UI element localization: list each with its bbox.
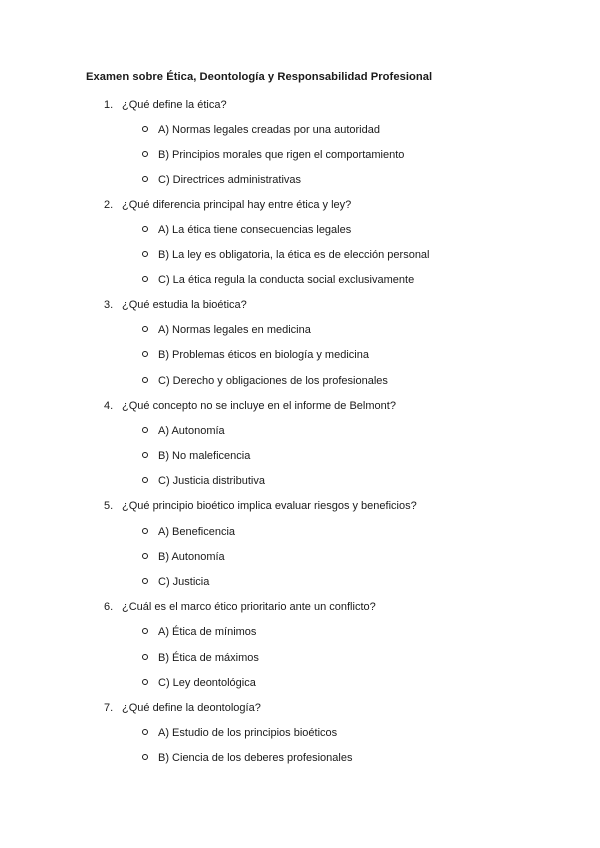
option-text: B) La ley es obligatoria, la ética es de elección personal	[158, 249, 430, 261]
document-title: Examen sobre Ética, Deontología y Responsabilidad Profesional	[86, 71, 433, 83]
option-text: C) Directrices administrativas	[158, 174, 302, 186]
question-text: ¿Qué estudia la bioética?	[122, 299, 247, 311]
question-6-option-b	[142, 651, 259, 665]
question-2-option-a	[142, 223, 351, 237]
option-text: C) Derecho y obligaciones de los profesionales	[158, 375, 388, 387]
question-3-option-b	[142, 348, 369, 362]
question-6-option-a	[142, 625, 256, 639]
option-text: A) Normas legales en medicina	[158, 324, 311, 336]
question-1-option-b	[142, 148, 404, 162]
circle-bullet-icon	[142, 654, 148, 660]
question-number: 7.	[104, 702, 114, 714]
option-text: C) Justicia distributiva	[158, 475, 265, 487]
question-1-option-a	[142, 123, 380, 137]
circle-bullet-icon	[142, 427, 148, 433]
question-4-option-c	[142, 474, 265, 488]
circle-bullet-icon	[142, 528, 148, 534]
question-1-option-c	[142, 173, 301, 187]
question-5-option-c	[142, 575, 209, 589]
option-text: A) La ética tiene consecuencias legales	[158, 224, 352, 236]
option-text: A) Autonomía	[158, 425, 225, 437]
option-text: B) Ética de máximos	[158, 652, 259, 664]
circle-bullet-icon	[142, 679, 148, 685]
question-1	[104, 98, 227, 112]
question-5-option-b	[142, 550, 225, 564]
option-text: A) Estudio de los principios bioéticos	[158, 727, 338, 739]
question-5-option-a	[142, 525, 235, 539]
question-number: 3.	[104, 299, 114, 311]
question-4	[104, 399, 396, 413]
option-text: A) Beneficencia	[158, 526, 236, 538]
option-text: B) No maleficencia	[158, 450, 251, 462]
question-text: ¿Qué define la ética?	[122, 99, 227, 111]
circle-bullet-icon	[142, 326, 148, 332]
question-4-option-b	[142, 449, 250, 463]
circle-bullet-icon	[142, 754, 148, 760]
circle-bullet-icon	[142, 477, 148, 483]
question-6	[104, 600, 376, 614]
option-text: C) Ley deontológica	[158, 677, 256, 689]
question-3-option-a	[142, 323, 311, 337]
question-3-option-c	[142, 374, 388, 388]
option-text: A) Ética de mínimos	[158, 626, 257, 638]
question-text: ¿Qué principio bioético implica evaluar riesgos y beneficios?	[122, 500, 417, 512]
circle-bullet-icon	[142, 578, 148, 584]
circle-bullet-icon	[142, 126, 148, 132]
option-text: B) Ciencia de los deberes profesionales	[158, 752, 353, 764]
question-number: 1.	[104, 99, 114, 111]
question-number: 5.	[104, 500, 114, 512]
question-number: 6.	[104, 601, 114, 613]
question-2	[104, 198, 351, 212]
circle-bullet-icon	[142, 729, 148, 735]
question-7-option-b	[142, 751, 352, 765]
circle-bullet-icon	[142, 176, 148, 182]
option-text: A) Normas legales creadas por una autoridad	[158, 124, 380, 136]
option-text: B) Principios morales que rigen el comportamiento	[158, 149, 405, 161]
circle-bullet-icon	[142, 351, 148, 357]
question-text: ¿Qué diferencia principal hay entre ética y ley?	[122, 199, 352, 211]
option-text: B) Problemas éticos en biología y medicina	[158, 349, 369, 361]
question-4-option-a	[142, 424, 225, 438]
question-text: ¿Qué concepto no se incluye en el informe de Belmont?	[122, 400, 396, 412]
question-5	[104, 499, 417, 513]
question-2-option-c	[142, 273, 414, 287]
circle-bullet-icon	[142, 251, 148, 257]
option-text: C) Justicia	[158, 576, 210, 588]
question-2-option-b	[142, 248, 430, 262]
option-text: C) La ética regula la conducta social exclusivamente	[158, 274, 415, 286]
circle-bullet-icon	[142, 276, 148, 282]
option-text: B) Autonomía	[158, 551, 225, 563]
circle-bullet-icon	[142, 553, 148, 559]
question-6-option-c	[142, 676, 256, 690]
circle-bullet-icon	[142, 151, 148, 157]
question-number: 2.	[104, 199, 114, 211]
circle-bullet-icon	[142, 226, 148, 232]
question-3	[104, 298, 247, 312]
question-number: 4.	[104, 400, 114, 412]
question-text: ¿Qué define la deontología?	[122, 702, 261, 714]
circle-bullet-icon	[142, 452, 148, 458]
question-7	[104, 701, 261, 715]
question-7-option-a	[142, 726, 337, 740]
question-text: ¿Cuál es el marco ético prioritario ante un conflicto?	[122, 601, 376, 613]
circle-bullet-icon	[142, 377, 148, 383]
circle-bullet-icon	[142, 628, 148, 634]
